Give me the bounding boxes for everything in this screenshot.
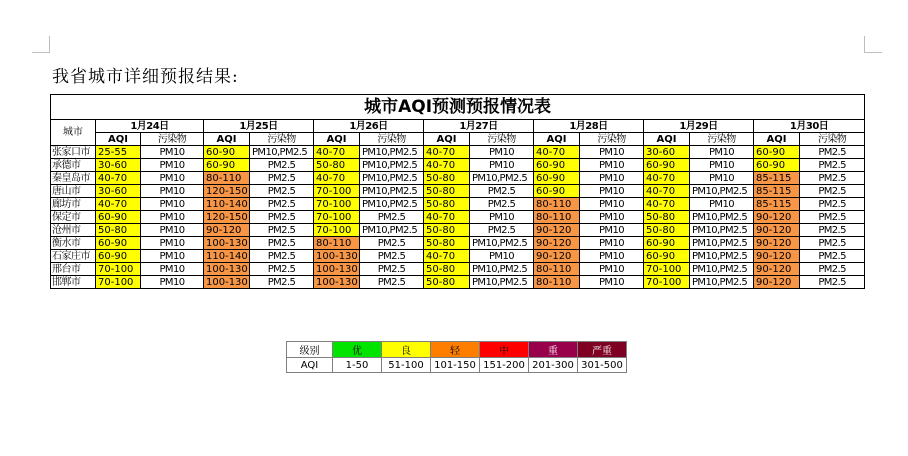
aqi-cell: 85-115 (754, 185, 800, 198)
aqi-column-header: AQI (534, 133, 580, 146)
table-row (51, 211, 865, 224)
aqi-cell: 30-60 (96, 185, 141, 198)
pollutant-cell: PM2.5 (800, 263, 865, 276)
table-row (51, 172, 865, 185)
pollutant-cell: PM10 (141, 224, 204, 237)
pollutant-cell: PM10 (141, 211, 204, 224)
pollutant-cell: PM10,PM2.5 (690, 250, 754, 263)
legend-level-name: 严重 (578, 342, 627, 358)
pollutant-cell: PM10,PM2.5 (690, 237, 754, 250)
legend-level-name: 轻 (431, 342, 480, 358)
pollutant-cell: PM10,PM2.5 (690, 224, 754, 237)
pollutant-cell: PM2.5 (800, 237, 865, 250)
pollutant-cell: PM10 (141, 263, 204, 276)
city-name: 邯郸市 (51, 276, 96, 289)
aqi-cell: 70-100 (644, 276, 690, 289)
date-header: 1月26日 (314, 120, 424, 133)
legend-level-range: 201-300 (529, 358, 578, 373)
aqi-cell: 50-80 (424, 276, 470, 289)
legend-level-name: 中 (480, 342, 529, 358)
pollutant-cell: PM2.5 (360, 250, 424, 263)
pollutant-cell: PM10,PM2.5 (360, 185, 424, 198)
aqi-cell: 40-70 (424, 211, 470, 224)
city-name: 张家口市 (51, 146, 96, 159)
pollutant-cell: PM10,PM2.5 (360, 146, 424, 159)
pollutant-cell: PM2.5 (800, 185, 865, 198)
aqi-cell: 90-120 (204, 224, 250, 237)
pollutant-cell: PM2.5 (360, 211, 424, 224)
aqi-cell: 50-80 (424, 172, 470, 185)
aqi-cell: 120-150 (204, 211, 250, 224)
aqi-cell: 50-80 (424, 237, 470, 250)
aqi-cell: 50-80 (424, 263, 470, 276)
pollutant-cell: PM10,PM2.5 (690, 211, 754, 224)
aqi-cell: 60-90 (96, 211, 141, 224)
legend-level-range: 51-100 (382, 358, 431, 373)
aqi-cell: 60-90 (204, 159, 250, 172)
aqi-cell: 80-110 (314, 237, 360, 250)
aqi-cell: 85-115 (754, 198, 800, 211)
pollutant-column-header: 污染物 (470, 133, 534, 146)
pollutant-cell: PM10 (470, 250, 534, 263)
aqi-cell: 60-90 (644, 237, 690, 250)
pollutant-cell: PM10 (690, 159, 754, 172)
aqi-cell: 100-130 (204, 263, 250, 276)
aqi-cell: 90-120 (534, 237, 580, 250)
city-name: 承德市 (51, 159, 96, 172)
aqi-cell: 40-70 (534, 146, 580, 159)
aqi-cell: 120-150 (204, 185, 250, 198)
crop-mark (864, 52, 882, 53)
table-row (51, 198, 865, 211)
aqi-cell: 90-120 (754, 250, 800, 263)
pollutant-cell: PM10 (580, 185, 644, 198)
aqi-cell: 40-70 (314, 146, 360, 159)
aqi-cell: 40-70 (424, 146, 470, 159)
aqi-cell: 40-70 (96, 198, 141, 211)
table-row (51, 185, 865, 198)
aqi-cell: 40-70 (644, 185, 690, 198)
aqi-cell: 100-130 (314, 263, 360, 276)
pollutant-cell: PM10 (141, 237, 204, 250)
pollutant-cell: PM2.5 (800, 224, 865, 237)
aqi-level-legend (286, 341, 627, 373)
aqi-column-header: AQI (644, 133, 690, 146)
aqi-cell: 25-55 (96, 146, 141, 159)
aqi-cell: 40-70 (96, 172, 141, 185)
pollutant-cell: PM2.5 (250, 276, 314, 289)
city-name: 邢台市 (51, 263, 96, 276)
pollutant-cell: PM10 (580, 224, 644, 237)
crop-mark (864, 36, 865, 53)
aqi-cell: 90-120 (534, 250, 580, 263)
table-row (51, 237, 865, 250)
pollutant-cell: PM2.5 (250, 263, 314, 276)
pollutant-cell: PM10,PM2.5 (360, 224, 424, 237)
aqi-column-header: AQI (424, 133, 470, 146)
aqi-cell: 50-80 (96, 224, 141, 237)
aqi-cell: 30-60 (96, 159, 141, 172)
aqi-cell: 100-130 (204, 276, 250, 289)
aqi-cell: 70-100 (96, 276, 141, 289)
aqi-forecast-table (50, 94, 865, 289)
city-name: 保定市 (51, 211, 96, 224)
pollutant-cell: PM10 (580, 250, 644, 263)
pollutant-cell: PM10 (141, 250, 204, 263)
aqi-column-header: AQI (314, 133, 360, 146)
aqi-cell: 70-100 (314, 211, 360, 224)
aqi-cell: 60-90 (204, 146, 250, 159)
aqi-cell: 80-110 (534, 211, 580, 224)
pollutant-cell: PM10 (141, 172, 204, 185)
aqi-cell: 60-90 (534, 159, 580, 172)
aqi-cell: 60-90 (754, 146, 800, 159)
pollutant-cell: PM10 (141, 276, 204, 289)
aqi-cell: 85-115 (754, 172, 800, 185)
pollutant-cell: PM2.5 (800, 159, 865, 172)
pollutant-cell: PM10 (580, 146, 644, 159)
aqi-cell: 40-70 (644, 198, 690, 211)
aqi-cell: 110-140 (204, 198, 250, 211)
pollutant-cell: PM10 (580, 237, 644, 250)
aqi-cell: 40-70 (424, 159, 470, 172)
pollutant-cell: PM10 (690, 198, 754, 211)
pollutant-cell: PM2.5 (250, 185, 314, 198)
pollutant-cell: PM10,PM2.5 (470, 276, 534, 289)
aqi-cell: 80-110 (534, 198, 580, 211)
legend-level-range: 301-500 (578, 358, 627, 373)
pollutant-cell: PM10 (470, 146, 534, 159)
city-name: 廊坊市 (51, 198, 96, 211)
pollutant-cell: PM2.5 (250, 224, 314, 237)
aqi-cell: 80-110 (204, 172, 250, 185)
pollutant-cell: PM10,PM2.5 (250, 146, 314, 159)
pollutant-cell: PM2.5 (360, 263, 424, 276)
date-header: 1月29日 (644, 120, 754, 133)
aqi-cell: 100-130 (314, 250, 360, 263)
pollutant-cell: PM2.5 (360, 237, 424, 250)
aqi-cell: 70-100 (314, 224, 360, 237)
aqi-column-header: AQI (754, 133, 800, 146)
date-header: 1月28日 (534, 120, 644, 133)
pollutant-column-header: 污染物 (141, 133, 204, 146)
pollutant-cell: PM2.5 (250, 172, 314, 185)
aqi-cell: 90-120 (534, 224, 580, 237)
pollutant-cell: PM2.5 (800, 198, 865, 211)
table-row (51, 146, 865, 159)
pollutant-cell: PM2.5 (800, 146, 865, 159)
legend-level-header: 级别 (287, 342, 333, 358)
aqi-cell: 60-90 (534, 172, 580, 185)
pollutant-cell: PM10,PM2.5 (360, 198, 424, 211)
pollutant-cell: PM2.5 (250, 250, 314, 263)
pollutant-cell: PM2.5 (800, 211, 865, 224)
aqi-column-header: AQI (204, 133, 250, 146)
pollutant-cell: PM10,PM2.5 (470, 237, 534, 250)
pollutant-cell: PM2.5 (250, 211, 314, 224)
table-row (51, 224, 865, 237)
aqi-column-header: AQI (96, 133, 141, 146)
pollutant-cell: PM10 (580, 211, 644, 224)
aqi-cell: 80-110 (534, 276, 580, 289)
pollutant-column-header: 污染物 (580, 133, 644, 146)
date-header: 1月30日 (754, 120, 865, 133)
pollutant-cell: PM10 (141, 146, 204, 159)
aqi-cell: 60-90 (96, 237, 141, 250)
aqi-cell: 40-70 (644, 172, 690, 185)
aqi-cell: 60-90 (644, 250, 690, 263)
pollutant-cell: PM10 (690, 172, 754, 185)
aqi-cell: 30-60 (644, 146, 690, 159)
pollutant-cell: PM10 (580, 198, 644, 211)
pollutant-column-header: 污染物 (360, 133, 424, 146)
city-column-header: 城市 (51, 120, 96, 146)
pollutant-cell: PM10,PM2.5 (360, 172, 424, 185)
table-row (51, 263, 865, 276)
legend-level-range: 151-200 (480, 358, 529, 373)
pollutant-cell: PM10 (470, 211, 534, 224)
pollutant-cell: PM2.5 (250, 159, 314, 172)
legend-level-name: 优 (333, 342, 382, 358)
date-header: 1月25日 (204, 120, 314, 133)
pollutant-cell: PM2.5 (360, 276, 424, 289)
aqi-cell: 110-140 (204, 250, 250, 263)
aqi-cell: 70-100 (96, 263, 141, 276)
aqi-cell: 90-120 (754, 224, 800, 237)
aqi-cell: 60-90 (96, 250, 141, 263)
aqi-cell: 50-80 (314, 159, 360, 172)
pollutant-cell: PM10,PM2.5 (690, 263, 754, 276)
aqi-cell: 40-70 (424, 250, 470, 263)
pollutant-column-header: 污染物 (800, 133, 865, 146)
pollutant-cell: PM10 (470, 159, 534, 172)
aqi-cell: 70-100 (314, 185, 360, 198)
city-name: 石家庄市 (51, 250, 96, 263)
pollutant-cell: PM10,PM2.5 (470, 263, 534, 276)
aqi-cell: 50-80 (424, 185, 470, 198)
pollutant-cell: PM10 (141, 159, 204, 172)
pollutant-cell: PM2.5 (470, 224, 534, 237)
aqi-cell: 100-130 (314, 276, 360, 289)
aqi-cell: 60-90 (534, 185, 580, 198)
aqi-cell: 100-130 (204, 237, 250, 250)
table-row (51, 159, 865, 172)
table-title: 城市AQI预测预报情况表 (51, 95, 865, 120)
pollutant-cell: PM10,PM2.5 (690, 185, 754, 198)
pollutant-cell: PM10 (690, 146, 754, 159)
table-row (51, 276, 865, 289)
pollutant-cell: PM10,PM2.5 (470, 172, 534, 185)
legend-aqi-header: AQI (287, 358, 333, 373)
pollutant-cell: PM2.5 (250, 198, 314, 211)
pollutant-cell: PM10 (580, 172, 644, 185)
aqi-cell: 60-90 (754, 159, 800, 172)
pollutant-cell: PM10 (141, 185, 204, 198)
aqi-cell: 70-100 (314, 198, 360, 211)
legend-level-name: 良 (382, 342, 431, 358)
legend-level-name: 重 (529, 342, 578, 358)
aqi-cell: 90-120 (754, 263, 800, 276)
aqi-cell: 70-100 (644, 263, 690, 276)
pollutant-cell: PM10 (580, 263, 644, 276)
aqi-cell: 50-80 (424, 198, 470, 211)
pollutant-column-header: 污染物 (250, 133, 314, 146)
aqi-cell: 40-70 (314, 172, 360, 185)
aqi-cell: 90-120 (754, 276, 800, 289)
pollutant-cell: PM10,PM2.5 (360, 159, 424, 172)
date-header: 1月27日 (424, 120, 534, 133)
city-name: 秦皇岛市 (51, 172, 96, 185)
page-heading: 我省城市详细预报结果: (52, 67, 239, 87)
pollutant-cell: PM10 (141, 198, 204, 211)
pollutant-cell: PM10,PM2.5 (690, 276, 754, 289)
pollutant-cell: PM2.5 (470, 198, 534, 211)
pollutant-cell: PM2.5 (800, 172, 865, 185)
date-header: 1月24日 (96, 120, 204, 133)
city-name: 衡水市 (51, 237, 96, 250)
aqi-cell: 80-110 (534, 263, 580, 276)
aqi-cell: 50-80 (644, 224, 690, 237)
pollutant-cell: PM10 (580, 159, 644, 172)
pollutant-cell: PM2.5 (800, 276, 865, 289)
pollutant-cell: PM10 (580, 276, 644, 289)
crop-mark (32, 52, 50, 53)
aqi-cell: 60-90 (644, 159, 690, 172)
city-name: 唐山市 (51, 185, 96, 198)
pollutant-cell: PM2.5 (250, 237, 314, 250)
pollutant-cell: PM2.5 (800, 250, 865, 263)
pollutant-column-header: 污染物 (690, 133, 754, 146)
crop-mark (49, 36, 50, 53)
table-row (51, 250, 865, 263)
aqi-cell: 50-80 (644, 211, 690, 224)
legend-level-range: 1-50 (333, 358, 382, 373)
pollutant-cell: PM2.5 (470, 185, 534, 198)
city-name: 沧州市 (51, 224, 96, 237)
aqi-cell: 90-120 (754, 211, 800, 224)
legend-level-range: 101-150 (431, 358, 480, 373)
aqi-cell: 50-80 (424, 224, 470, 237)
aqi-cell: 90-120 (754, 237, 800, 250)
